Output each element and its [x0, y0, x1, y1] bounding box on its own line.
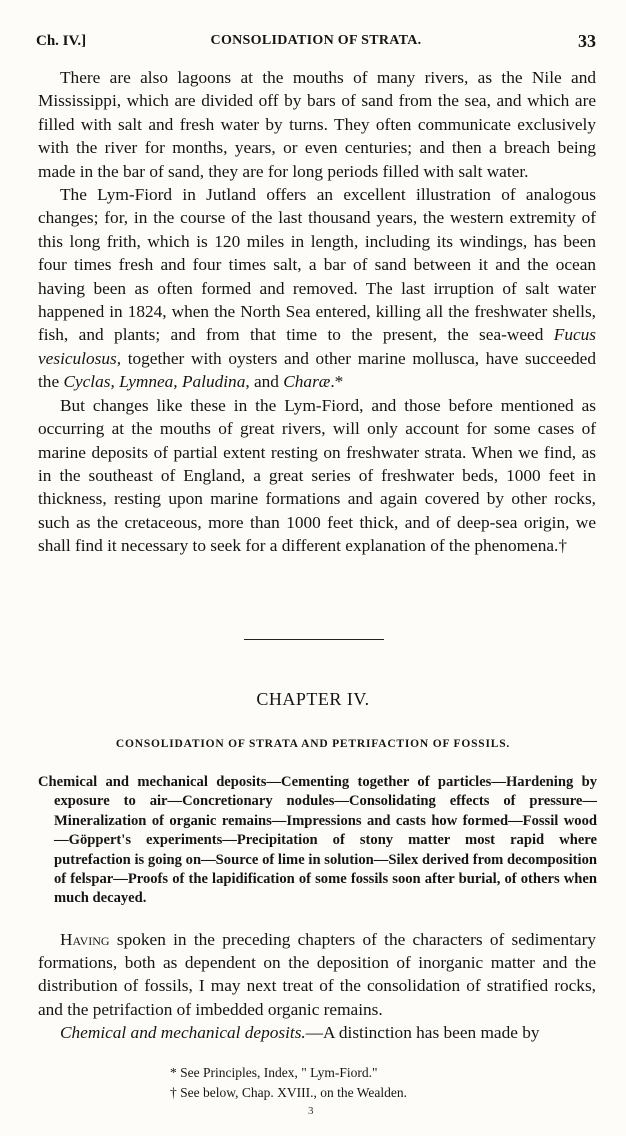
- paragraph-lym-fiord: The Lym-Fiord in Jutland offers an excellent illustration of analogous changes; for, in the course of the last thousand years, the western extremity of this long frith, which is 120 miles in length, including its windings, has been four times fresh and four times salt, a bar of sand between it and the ocean having been as often formed and removed. The last irruption of salt water happened in 1824, when the North Sea entered, killing all the freshwater shells, fish, and plants; and from that time to the present, the sea-weed Fucus vesiculosus, together with oysters and other marine mollusca, have succeeded the Cyclas, Lymnea, Paludina, and Charæ.*: [38, 185, 596, 392]
- section-heading-inline: Chemical and mechanical deposits.: [60, 1022, 306, 1042]
- paragraph-having-spoken: Having spoken in the preceding chapters of the characters of sedimentary formations, both as dependent on the deposition of inorganic matter and the distribution of fossils, I may next treat of the consolidation of stratified rocks, and the petrifaction of imbedded organic remains.: [38, 930, 596, 1019]
- paragraph-chemical-deposits: Chemical and mechanical deposits.—A distinction has been made by: [60, 1022, 540, 1042]
- signature-mark: 3: [308, 1105, 314, 1117]
- body-text: [38, 66, 596, 558]
- synopsis-text: Chemical and mechanical deposits—Cementing together of particles—Hardening by exposure to air—Concretionary nodules—Consolidating effects of pressure—Mineralization of organic remains—Impressions and casts how formed—Fossil wood—Göppert's experiments—Precipitation of stony matter most rapid where putrefaction is going on—Source of lime in solution—Silex derived from decomposition of felspar—Proofs of the lapidification of some fossils soon after burial, of others when much decayed.: [38, 774, 597, 907]
- running-header: [36, 33, 596, 57]
- species-fucus: Fucus vesiculosus: [38, 325, 596, 368]
- genus-cyclas: Cyclas, Lymnea,: [63, 372, 178, 392]
- chapter-ref: Ch. IV.]: [36, 33, 87, 49]
- genus-charae: Charæ: [283, 372, 331, 392]
- footnotes: [0, 1063, 626, 1103]
- paragraph-lagoons: There are also lagoons at the mouths of many rivers, as the Nile and Mississippi, which are divided off by bars of sand from the sea, and which are filled with salt and fresh water by turns. They often communicate exclusively with the river for months, years, or even centuries; and then a breach being made in the bar of sand, they are for long periods filled with salt water.: [38, 68, 596, 181]
- footnote-2: † See below, Chap. XVIII., on the Wealden.: [170, 1085, 407, 1100]
- genus-paludina: Paludina: [181, 372, 246, 392]
- chapter-synopsis: [38, 773, 597, 909]
- chapter-title: CHAPTER IV.: [256, 689, 370, 709]
- chapter-subtitle: CONSOLIDATION OF STRATA AND PETRIFACTION OF FOSSILS.: [115, 738, 511, 750]
- chapter-body: [38, 928, 596, 1044]
- section-divider: [244, 639, 384, 640]
- paragraph-changes: But changes like these in the Lym-Fiord, and those before mentioned as occurring at the mouths of great rivers, will only account for some cases of marine deposits of partial extent resting on freshwater strata. When we find, as in the southeast of England, a great series of freshwater beds, 1000 feet in thickness, resting upon marine formations and again covered by other rocks, such as the cretaceous, more than 1000 feet thick, and of deep-sea origin, we shall find it necessary to seek for a different explanation of the phenomena.†: [38, 395, 596, 556]
- running-title: CONSOLIDATION OF STRATA.: [210, 33, 422, 48]
- page-number: 33: [578, 31, 596, 51]
- footnote-1: * See Principles, Index, " Lym-Fiord.": [170, 1065, 378, 1080]
- drop-word: Having: [60, 930, 110, 949]
